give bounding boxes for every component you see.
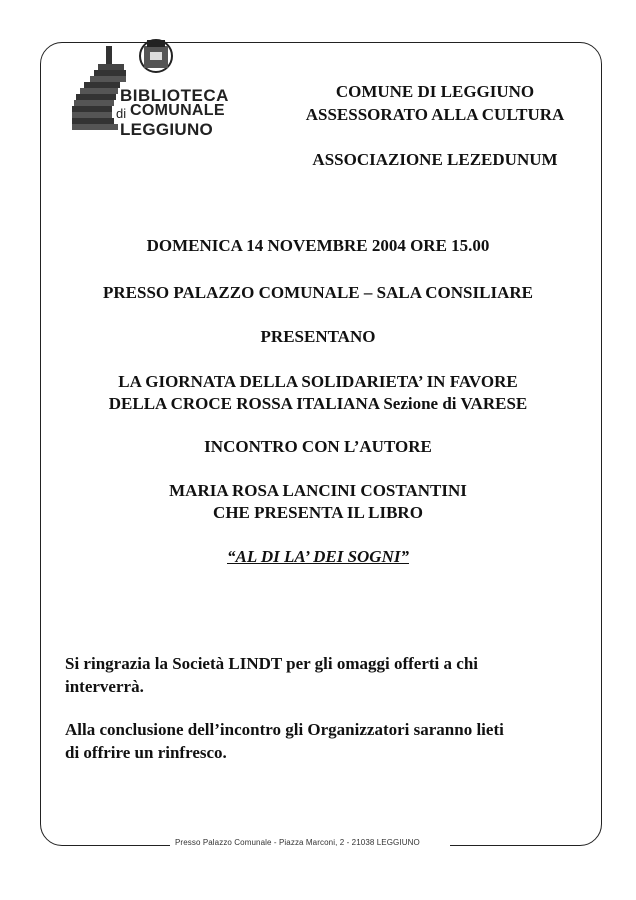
logo-word-biblioteca: BIBLIOTECA [120,86,229,105]
footer-address: Presso Palazzo Comunale - Piazza Marconi, 2 - 21038 LEGGIUNO [175,838,420,847]
header-associazione: ASSOCIAZIONE LEZEDUNUM [312,150,558,169]
giornata-line-1: LA GIORNATA DELLA SOLIDARIETA’ IN FAVORE [118,372,518,391]
incontro-heading: INCONTRO CON L’AUTORE [204,437,432,456]
giornata-line-2: DELLA CROCE ROSSA ITALIANA Sezione di VARESE [108,394,528,413]
logo-word-comunale: COMUNALE [130,102,225,119]
closing-paragraph [65,718,585,764]
presenta-libro: CHE PRESENTA IL LIBRO [213,503,423,522]
thanks-line-1: Si ringrazia la Società LINDT per gli omaggi offerti a chi [65,654,478,673]
thanks-line-2: interverrà. [65,677,144,696]
logo-word-di: di [116,106,127,121]
thanks-paragraph [65,652,585,698]
header-assessorato: ASSESSORATO ALLA CULTURA [305,105,565,124]
presentano-heading: PRESENTANO [260,327,376,346]
event-place: PRESSO PALAZZO COMUNALE – SALA CONSILIARE [103,283,533,302]
author-name: MARIA ROSA LANCINI COSTANTINI [169,481,467,500]
event-date: DOMENICA 14 NOVEMBRE 2004 ORE 15.00 [146,236,490,255]
library-logo [70,20,240,140]
header-comune: COMUNE DI LEGGIUNO [335,82,535,101]
book-title: “AL DI LA’ DEI SOGNI” [227,547,409,566]
logo-word-leggiuno: LEGGIUNO [120,120,214,139]
closing-line-2: di offrire un rinfresco. [65,743,227,762]
closing-line-1: Alla conclusione dell’incontro gli Organizzatori saranno lieti [65,720,504,739]
